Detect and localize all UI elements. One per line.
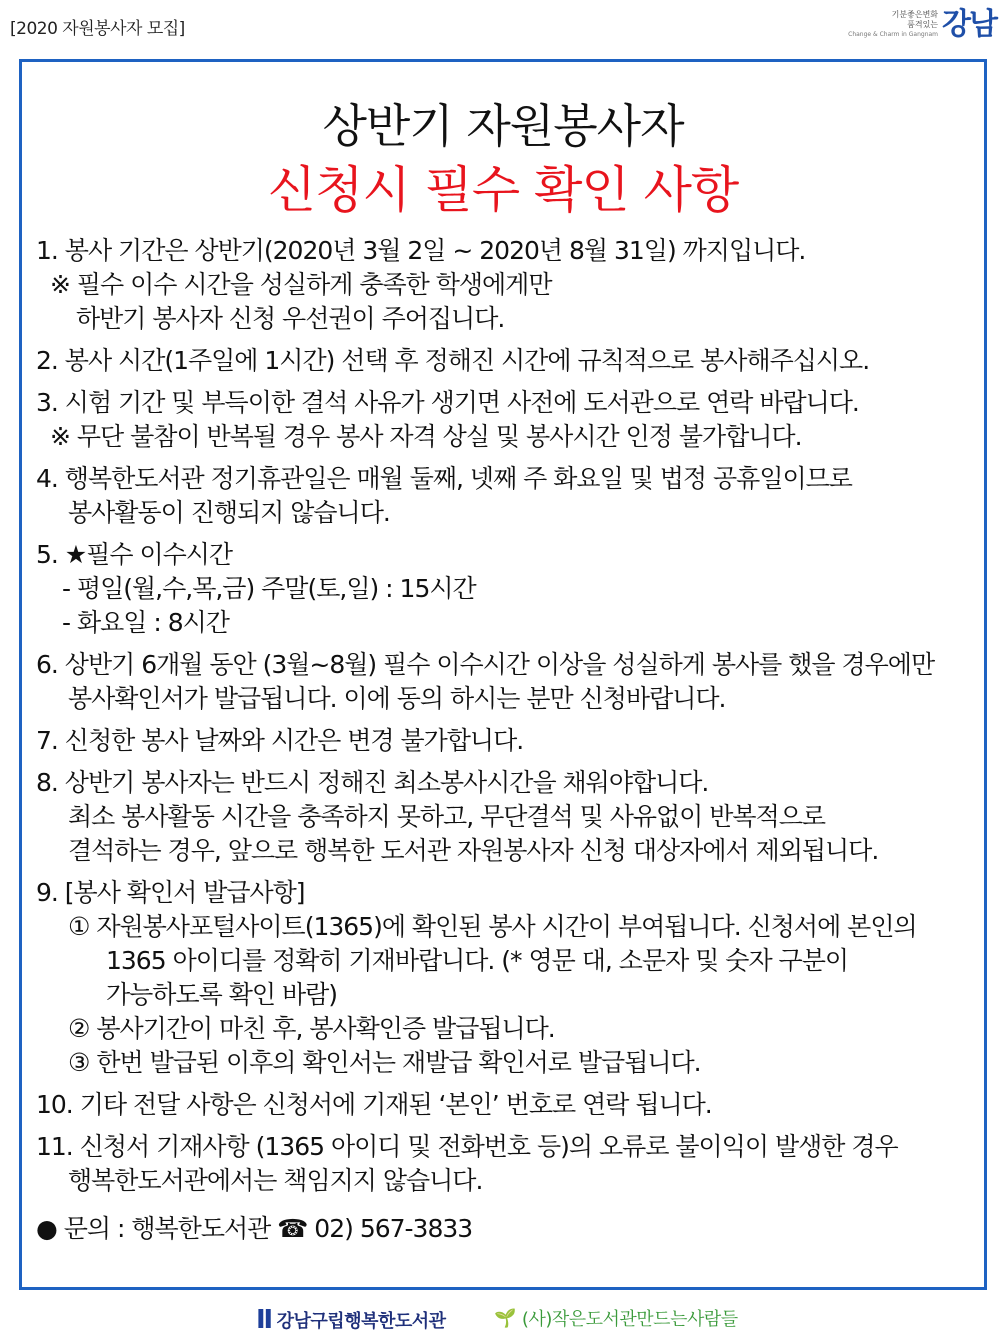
notice-frame xyxy=(19,59,987,1290)
notice-item xyxy=(36,766,978,868)
notice-item xyxy=(36,876,978,1080)
notice-item-text: 11. 신청서 기재사항 (1365 아이디 및 전화번호 등)의 오류로 불이익이 발생한 경우 xyxy=(36,1132,898,1161)
notice-circled-item: 1365 아이디를 정확히 기재바랍니다. (* 영문 대, 소문자 및 숫자 구분이 xyxy=(106,946,848,975)
notice-item-text: 4. 행복한도서관 정기휴관일은 매월 둘째, 넷째 주 화요일 및 법정 공휴일이므로 xyxy=(36,464,852,493)
notice-item xyxy=(36,538,978,640)
notice-item xyxy=(36,386,978,454)
notice-circled-item: ① 자원봉사포털사이트(1365)에 확인된 봉사 시간이 부여됩니다. 신청서에 본인의 xyxy=(68,912,917,941)
notice-circled-item: ② 봉사기간이 마친 후, 봉사확인증 발급됩니다. xyxy=(68,1014,555,1043)
notice-item-text: 1. 봉사 기간은 상반기(2020년 3월 2일 ~ 2020년 8월 31일) 까지입니다. xyxy=(36,236,806,265)
notice-item xyxy=(36,724,978,758)
notice-note: 하반기 봉사자 신청 우선권이 주어집니다. xyxy=(76,304,505,333)
notice-item-continuation: 봉사활동이 진행되지 않습니다. xyxy=(68,498,390,527)
notice-subitem: - 평일(월,수,목,금) 주말(토,일) : 15시간 xyxy=(62,574,476,603)
notice-item-text: 6. 상반기 6개월 동안 (3월~8월) 필수 이수시간 이상을 성실하게 봉사를 했을 경우에만 xyxy=(36,650,935,679)
footer-org-library xyxy=(256,1305,446,1335)
notice-item xyxy=(36,1088,978,1122)
notice-item xyxy=(36,462,978,530)
notice-item-text: 7. 신청한 봉사 날짜와 시간은 변경 불가합니다. xyxy=(36,726,524,755)
notice-item-continuation: 행복한도서관에서는 책임지지 않습니다. xyxy=(68,1166,483,1195)
contact-info: ● 문의 : 행복한도서관 ☎ 02) 567-3833 xyxy=(36,1214,473,1243)
notice-item-text: 2. 봉사 시간(1주일에 1시간) 선택 후 정해진 시간에 규칙적으로 봉사해주십시오. xyxy=(36,346,870,375)
notice-circled-item: 가능하도록 확인 바람) xyxy=(106,980,337,1009)
notice-item-text: 9. [봉사 확인서 발급사항] xyxy=(36,878,305,907)
brand-mark: 강남 xyxy=(942,7,996,42)
notice-item-continuation: 최소 봉사활동 시간을 충족하지 못하고, 무단결석 및 사유없이 반복적으로 xyxy=(68,802,826,831)
gangnam-logo xyxy=(848,7,996,42)
brand-slogan-line2: 품격있는 xyxy=(907,20,939,29)
notice-item xyxy=(36,648,978,716)
notice-note: ※ 필수 이수 시간을 성실하게 충족한 학생에게만 xyxy=(50,270,552,299)
recruit-tag: [2020 자원봉사자 모집] xyxy=(10,19,185,39)
footer xyxy=(0,1305,1008,1341)
notice-item xyxy=(36,344,978,378)
notice-item xyxy=(36,234,978,336)
notice-item-continuation: 결석하는 경우, 앞으로 행복한 도서관 자원봉사자 신청 대상자에서 제외됩니다. xyxy=(68,836,879,865)
notice-item-text: 8. 상반기 봉사자는 반드시 정해진 최소봉사시간을 채워야합니다. xyxy=(36,768,709,797)
library-name: 강남구립행복한도서관 xyxy=(276,1311,446,1332)
page-subtitle: 신청시 필수 확인 사항 xyxy=(267,161,739,219)
notice-item-text: 3. 시험 기간 및 부득이한 결석 사유가 생기면 사전에 도서관으로 연락 바랍니다. xyxy=(36,388,859,417)
notice-item-text: 5. ★필수 이수시간 xyxy=(36,540,233,569)
brand-slogan-en: Change & Charm in Gangnam xyxy=(848,31,939,38)
brand-slogan-line1: 기분좋은변화 xyxy=(891,10,939,19)
association-name: (사)작은도서관만드는사람들 xyxy=(521,1309,738,1330)
notice-list xyxy=(36,234,978,1246)
notice-note: ※ 무단 불참이 반복될 경우 봉사 자격 상실 및 봉사시간 인정 불가합니다. xyxy=(50,422,802,451)
page-title: 상반기 자원봉사자 xyxy=(322,99,684,153)
footer-org-association xyxy=(494,1305,738,1331)
notice-item-text: 10. 기타 전달 사항은 신청서에 기재된 ‘본인’ 번호로 연락 됩니다. xyxy=(36,1090,712,1119)
notice-subitem: - 화요일 : 8시간 xyxy=(62,608,229,637)
notice-item xyxy=(36,1130,978,1198)
notice-item-continuation: 봉사확인서가 발급됩니다. 이에 동의 하시는 분만 신청바랍니다. xyxy=(68,684,726,713)
brand-slogan xyxy=(848,10,938,40)
notice-circled-item: ③ 한번 발급된 이후의 확인서는 재발급 확인서로 발급됩니다. xyxy=(68,1048,701,1077)
sprout-book-icon: 🌱 xyxy=(494,1307,516,1329)
library-logo-icon: Ⅱ xyxy=(256,1305,273,1335)
